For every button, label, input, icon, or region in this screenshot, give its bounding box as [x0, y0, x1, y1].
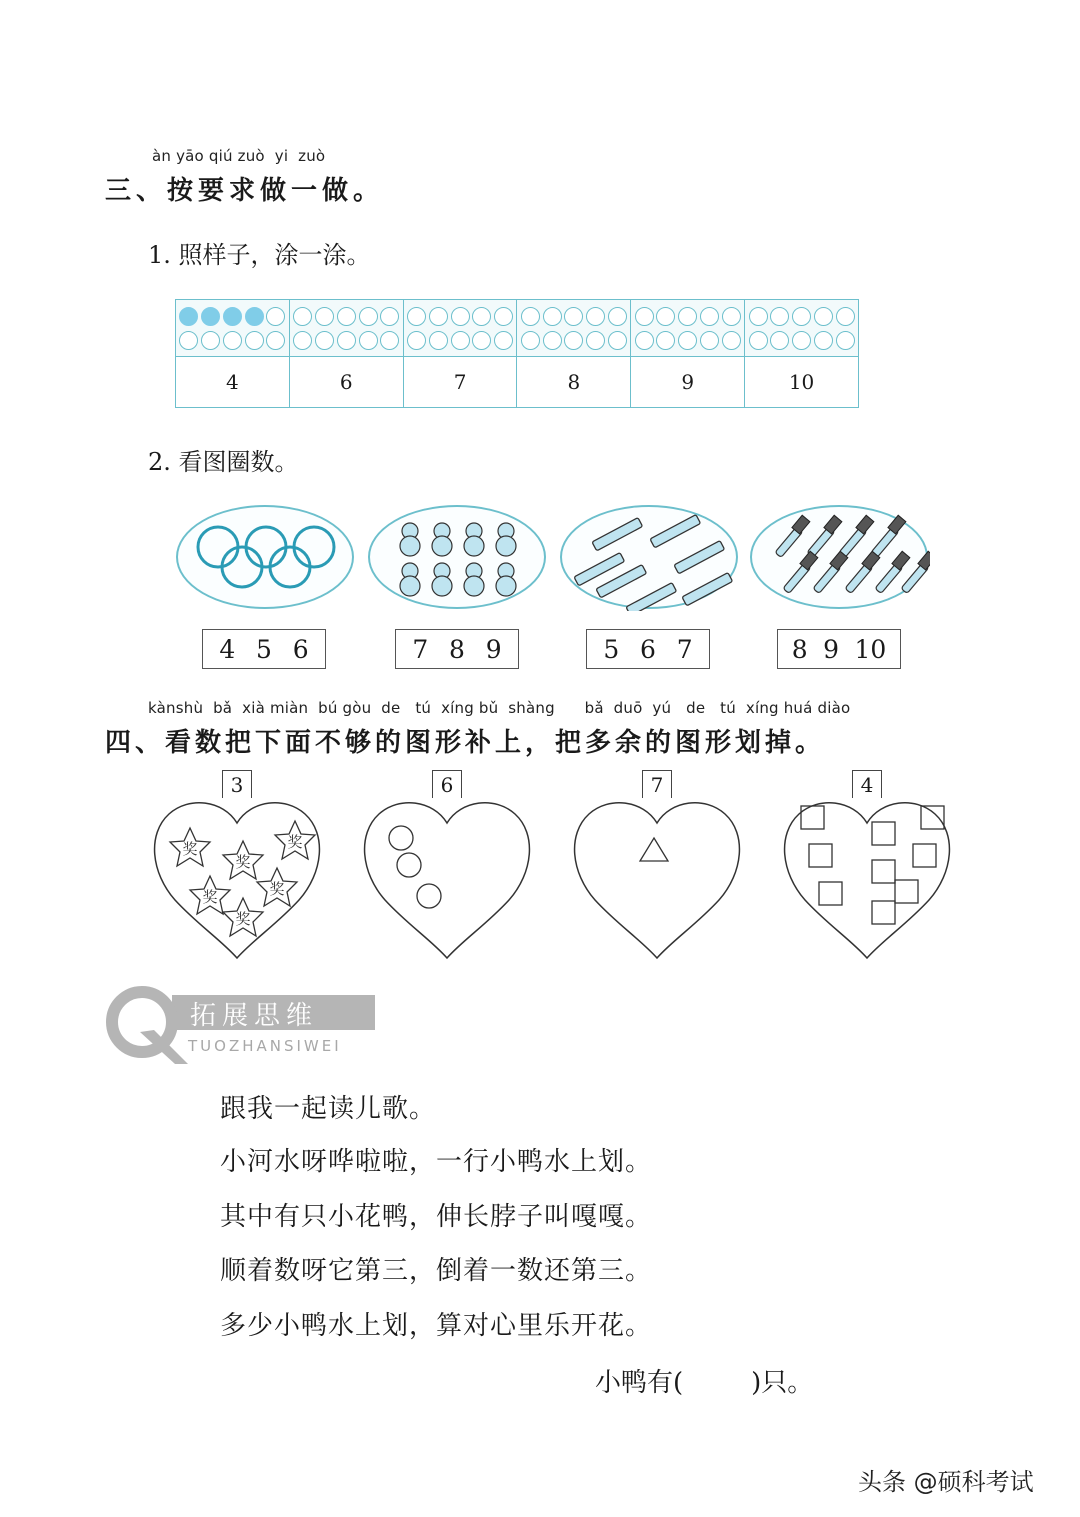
heart-icon — [775, 778, 960, 963]
dot[interactable] — [836, 307, 855, 326]
task2-label: 2. 看图圈数。 — [148, 448, 299, 476]
dot-grid — [745, 300, 858, 357]
svg-text:奖: 奖 — [235, 853, 251, 871]
dot[interactable] — [429, 331, 448, 350]
dot[interactable] — [722, 331, 741, 350]
dot[interactable] — [380, 331, 399, 350]
dot[interactable] — [608, 331, 627, 350]
dot[interactable] — [359, 307, 378, 326]
number-choice[interactable]: 9 — [485, 634, 502, 664]
dot[interactable] — [293, 331, 312, 350]
gourds-group — [368, 505, 546, 609]
dot[interactable] — [407, 307, 426, 326]
dot[interactable] — [678, 307, 697, 326]
dot[interactable] — [179, 307, 198, 326]
dot[interactable] — [337, 307, 356, 326]
dot[interactable] — [293, 307, 312, 326]
dot[interactable] — [407, 331, 426, 350]
fill-column — [631, 300, 745, 407]
dot[interactable] — [223, 307, 242, 326]
dot[interactable] — [814, 331, 833, 350]
dot[interactable] — [451, 307, 470, 326]
dot[interactable] — [451, 331, 470, 350]
dot[interactable] — [494, 307, 513, 326]
number-choice[interactable]: 8 — [791, 634, 808, 664]
dot[interactable] — [380, 307, 399, 326]
heart-number-tag: 6 — [432, 770, 462, 798]
number-choice[interactable]: 7 — [676, 634, 693, 664]
dot-grid — [631, 300, 744, 357]
dot-grid — [517, 300, 630, 357]
heart-circles — [355, 772, 540, 958]
dot[interactable] — [472, 331, 491, 350]
dot-grid — [290, 300, 403, 357]
heart-number-tag: 7 — [642, 770, 672, 798]
toothbrush-icons — [752, 507, 930, 611]
poem-line-4: 顺着数呀它第三，倒着一数还第三。 — [220, 1256, 653, 1286]
number-choice[interactable]: 7 — [412, 634, 429, 664]
heart-triangles — [565, 772, 750, 958]
knife-icons — [562, 507, 740, 611]
dot[interactable] — [201, 307, 220, 326]
dot[interactable] — [266, 331, 285, 350]
dot[interactable] — [678, 331, 697, 350]
fill-column — [404, 300, 518, 407]
dot-grid — [404, 300, 517, 357]
column-number: 6 — [339, 370, 353, 394]
svg-text:奖: 奖 — [235, 910, 251, 928]
fill-column — [517, 300, 631, 407]
duck-count-question — [595, 1362, 813, 1399]
dot[interactable] — [656, 331, 675, 350]
dot[interactable] — [521, 331, 540, 350]
number-choice[interactable]: 6 — [292, 634, 309, 664]
dot-fill-table — [175, 299, 859, 408]
svg-text:奖: 奖 — [287, 833, 303, 851]
svg-text:奖: 奖 — [182, 840, 198, 858]
section3-pinyin: àn yāo qiú zuò yi zuò — [152, 147, 326, 165]
dot[interactable] — [315, 307, 334, 326]
poem-line-1: 跟我一起读儿歌。 — [220, 1094, 437, 1124]
choice-box-1 — [202, 629, 326, 669]
dot[interactable] — [770, 331, 789, 350]
dot[interactable] — [564, 331, 583, 350]
dot[interactable] — [722, 307, 741, 326]
choice-box-3 — [586, 629, 710, 669]
dot[interactable] — [472, 307, 491, 326]
fill-column — [745, 300, 858, 407]
heart-icon — [145, 778, 330, 963]
column-number: 8 — [567, 370, 581, 394]
olympic-rings-icon — [178, 507, 356, 611]
badge-title: 拓展思维 — [190, 1001, 319, 1031]
number-choice[interactable]: 10 — [854, 634, 887, 664]
dot[interactable] — [266, 307, 285, 326]
olympic-rings-group — [176, 505, 354, 609]
heart-icon — [565, 778, 750, 963]
number-choice[interactable]: 9 — [823, 634, 839, 664]
dot[interactable] — [179, 331, 198, 350]
toothbrushes-group — [750, 505, 928, 609]
dot[interactable] — [700, 331, 719, 350]
task1-label: 1. 照样子，涂一涂。 — [148, 241, 371, 269]
dot[interactable] — [543, 331, 562, 350]
poem-line-2: 小河水呀哗啦啦，一行小鸭水上划。 — [220, 1147, 653, 1177]
dot[interactable] — [337, 331, 356, 350]
dot[interactable] — [245, 331, 264, 350]
dot[interactable] — [315, 331, 334, 350]
dot[interactable] — [608, 307, 627, 326]
section4-title: 四、看数把下面不够的图形补上，把多余的图形划掉。 — [105, 728, 826, 758]
extension-badge — [100, 982, 380, 1066]
number-choice[interactable]: 5 — [256, 634, 272, 664]
svg-text:奖: 奖 — [269, 880, 285, 898]
dot[interactable] — [635, 331, 654, 350]
column-number: 7 — [453, 370, 467, 394]
heart-stars — [145, 772, 330, 958]
dot[interactable] — [586, 331, 605, 350]
dot[interactable] — [564, 307, 583, 326]
column-number: 4 — [226, 370, 239, 394]
watermark: 头条 @硕科考试 — [858, 1468, 1034, 1496]
knives-group — [560, 505, 738, 609]
question-prefix: 小鸭有( — [595, 1368, 684, 1398]
fill-column — [290, 300, 404, 407]
dot[interactable] — [792, 307, 811, 326]
badge-subtitle: TUOZHANSIWEI — [188, 1037, 342, 1055]
dot[interactable] — [429, 307, 448, 326]
dot[interactable] — [521, 307, 540, 326]
dot[interactable] — [586, 307, 605, 326]
dot[interactable] — [201, 331, 220, 350]
question-suffix: )只。 — [751, 1368, 814, 1398]
section4-pinyin: kànshù bǎ xià miàn bú gòu de tú xíng bǔ shàng bǎ duō yú de tú xíng huá diào — [148, 699, 851, 717]
dot[interactable] — [836, 331, 855, 350]
heart-squares — [775, 772, 960, 958]
dot-grid — [176, 300, 289, 357]
svg-text:奖: 奖 — [202, 888, 218, 906]
dot[interactable] — [245, 307, 264, 326]
column-number: 10 — [788, 370, 815, 394]
number-choice[interactable]: 8 — [449, 634, 465, 664]
number-choice[interactable]: 6 — [640, 634, 656, 664]
number-choice[interactable]: 4 — [219, 634, 236, 664]
choice-box-4 — [777, 629, 901, 669]
dot[interactable] — [359, 331, 378, 350]
heart-icon — [355, 778, 540, 963]
poem-line-3: 其中有只小花鸭，伸长脖子叫嘎嘎。 — [220, 1202, 653, 1232]
dot[interactable] — [749, 331, 768, 350]
column-number: 9 — [681, 370, 695, 394]
dot[interactable] — [656, 307, 675, 326]
section3-title: 三、按要求做一做。 — [105, 176, 385, 206]
dot[interactable] — [635, 307, 654, 326]
gourd-icons — [370, 507, 548, 611]
heart-number-tag: 3 — [222, 770, 252, 798]
dot[interactable] — [770, 307, 789, 326]
choice-box-2 — [395, 629, 519, 669]
heart-number-tag: 4 — [852, 770, 882, 798]
dot[interactable] — [700, 307, 719, 326]
dot[interactable] — [494, 331, 513, 350]
dot[interactable] — [792, 331, 811, 350]
dot[interactable] — [223, 331, 242, 350]
fill-column — [176, 300, 290, 407]
dot[interactable] — [543, 307, 562, 326]
dot[interactable] — [814, 307, 833, 326]
number-choice[interactable]: 5 — [603, 634, 620, 664]
poem-line-5: 多少小鸭水上划，算对心里乐开花。 — [220, 1311, 653, 1341]
dot[interactable] — [749, 307, 768, 326]
